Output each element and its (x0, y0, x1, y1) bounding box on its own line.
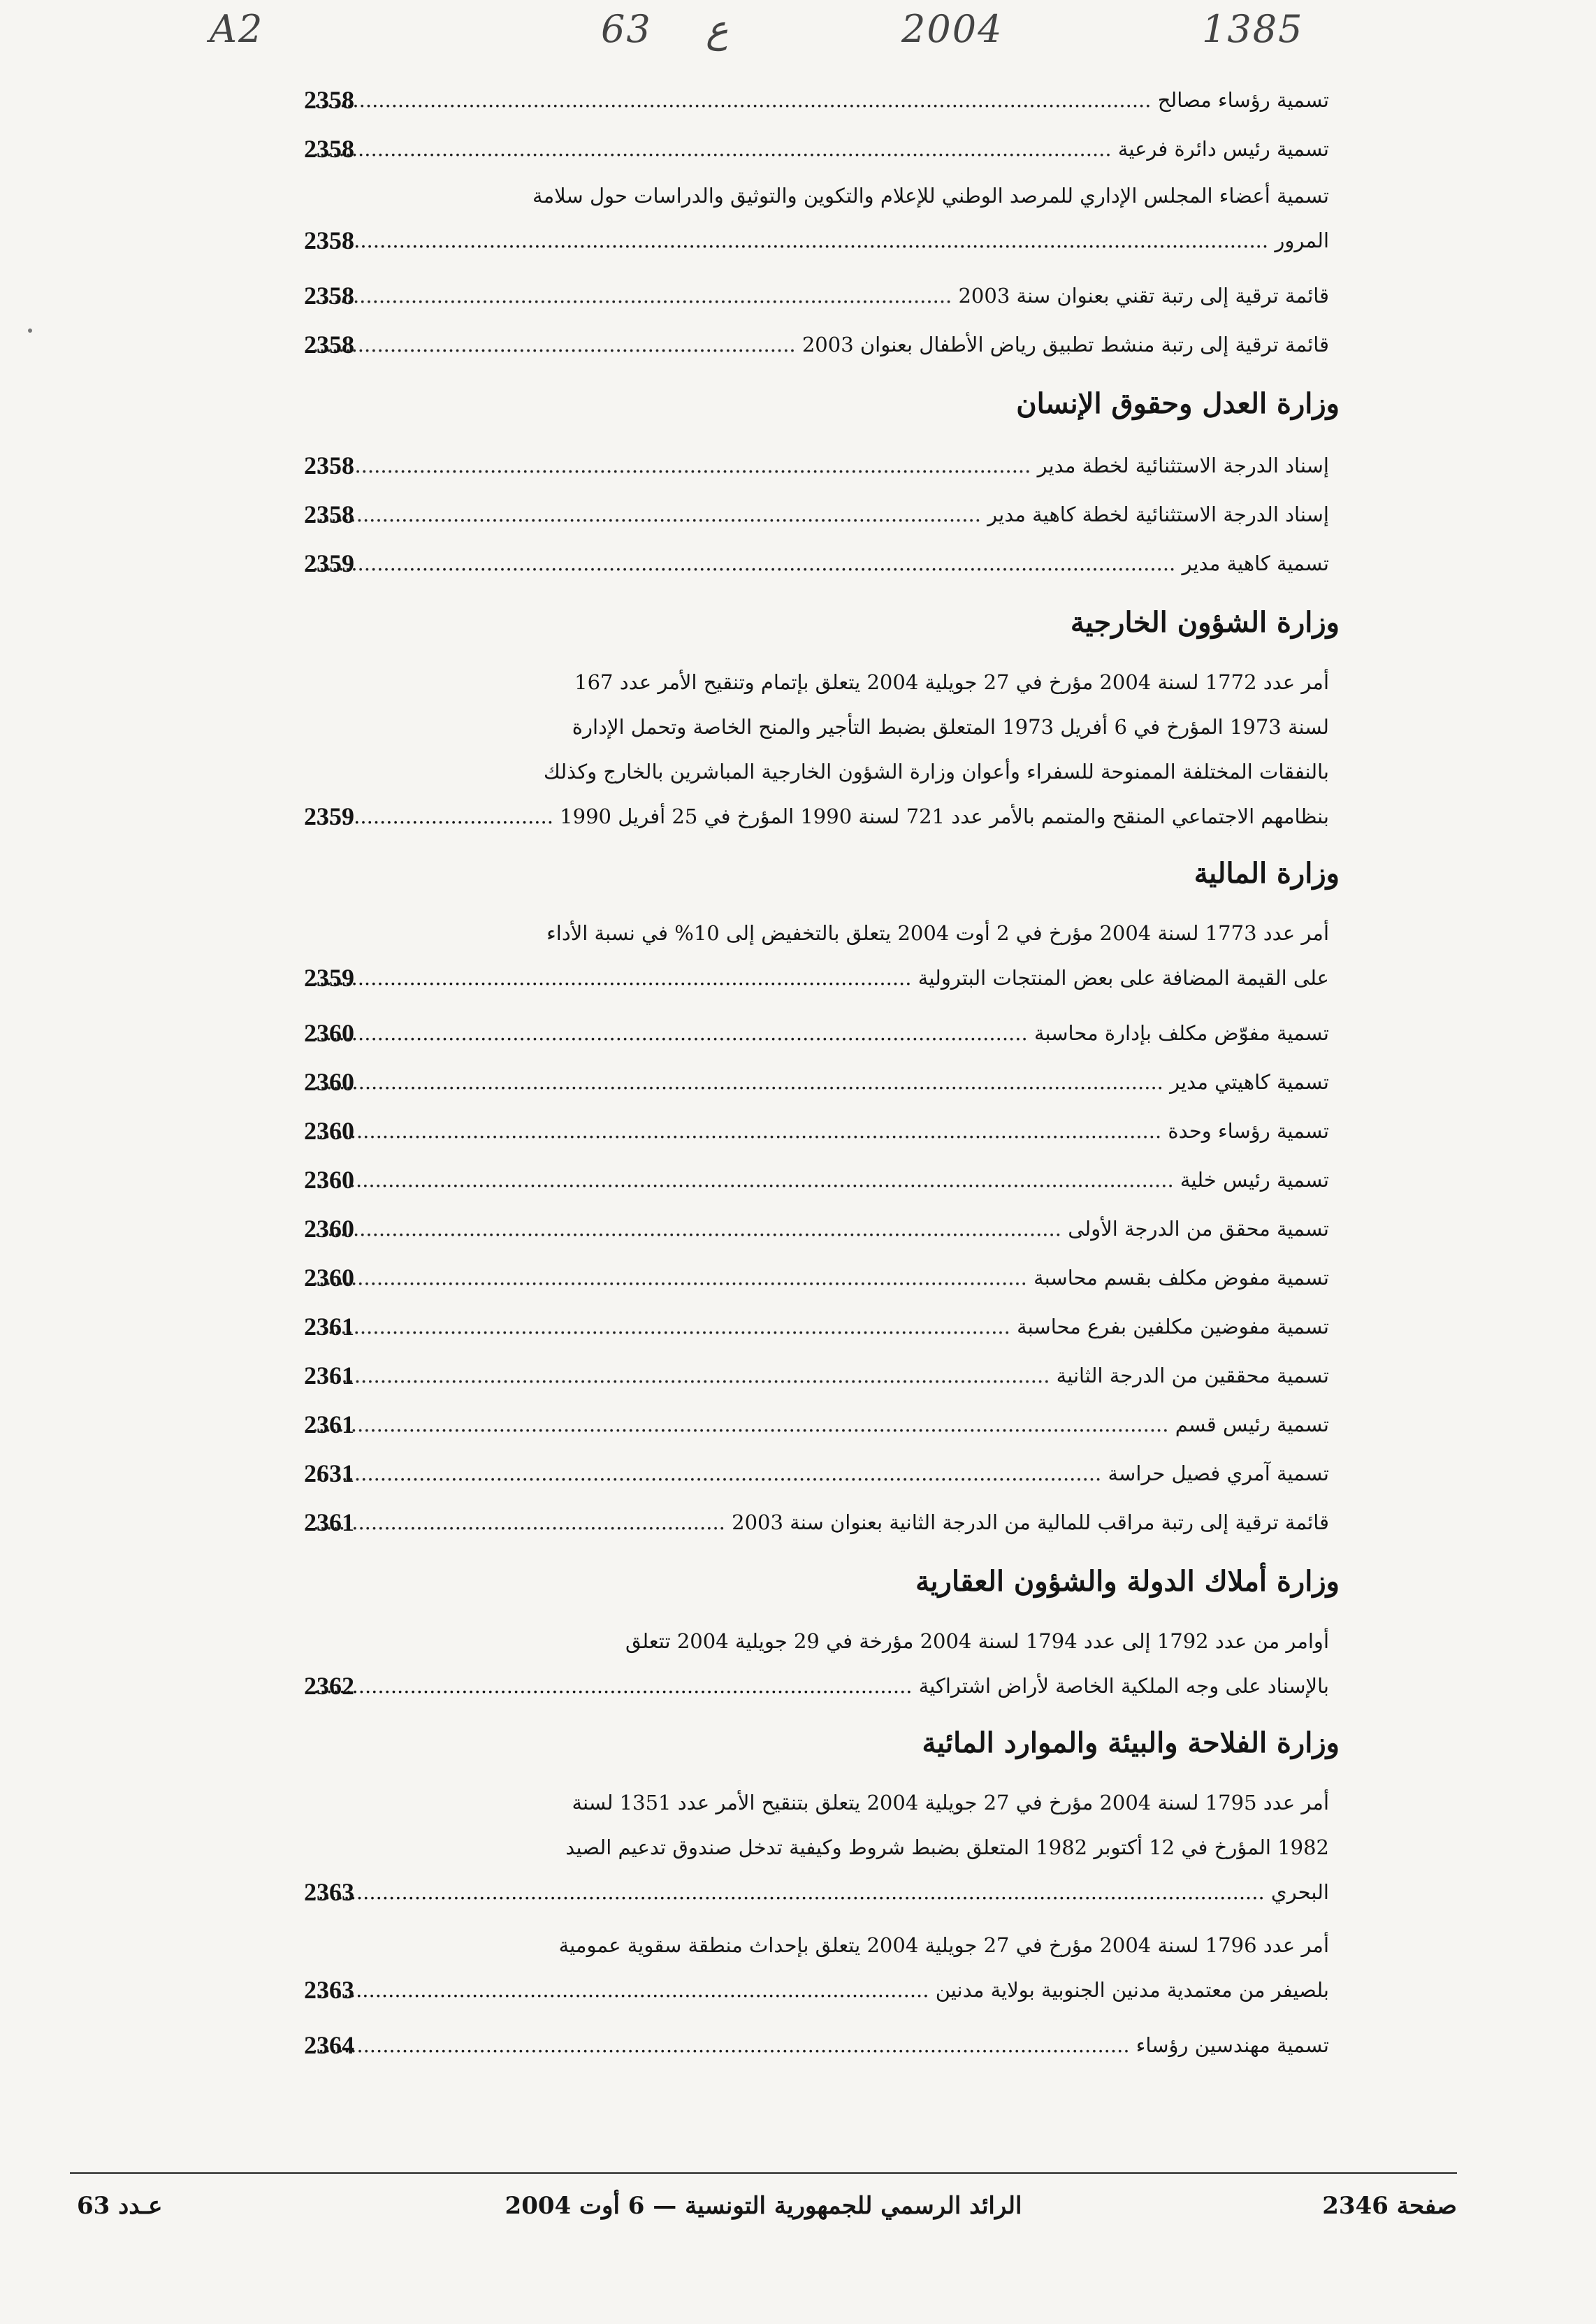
footer-publication: الرائد الرسمي للجمهورية التونسية — 6 أوت 2004 (505, 2192, 1022, 2220)
toc-entry-page: 2358 (304, 135, 354, 163)
toc-entry-title: تسمية محقق من الدرجة الأولى ..... (314, 1204, 1329, 1253)
toc-entry (210, 1204, 1415, 1253)
page-footer (70, 2179, 1457, 2235)
handwritten-note-c: ع (706, 7, 729, 51)
toc-entry (210, 1058, 1415, 1106)
handwritten-note-d: 2004 (901, 7, 1003, 51)
toc-entry-page: 2361 (304, 1362, 354, 1390)
toc-entry (210, 124, 1415, 173)
toc-entry-page: 2360 (304, 1068, 354, 1096)
toc-entry-title: إسناد الدرجة الاستثنائية لخطة كاهية مدير ..... (314, 490, 1329, 539)
toc-entry (210, 490, 1415, 539)
toc-entry-line: البحري ..... (314, 1870, 1329, 1914)
handwritten-note-e: 1385 (1202, 7, 1304, 51)
toc-entry-page: 2361 (304, 1508, 354, 1536)
toc-entry-page: 2362 (304, 1672, 354, 1700)
toc-entry-page: 2358 (304, 226, 354, 254)
toc-entry (210, 1780, 1415, 1914)
margin-mark (28, 329, 32, 333)
toc-entry (210, 441, 1415, 490)
toc-entry-title: تسمية رئيس خلية ..... (314, 1155, 1329, 1204)
footer-issue-number: عـدد 63 (77, 2192, 163, 2220)
toc-entry-line: لسنة 1973 المؤرخ في 6 أفريل 1973 المتعلق بضبط التأجير والمنح الخاصة وتحمل الإدارة (572, 715, 1329, 739)
toc-entry-line: بالإسناد على وجه الملكية الخاصة لأراض اشتراكية ..... (314, 1663, 1329, 1708)
toc-entry-title: تسمية كاهيتي مدير ..... (314, 1058, 1329, 1106)
toc-entry (210, 1009, 1415, 1058)
toc-entry-title: إسناد الدرجة الاستثنائية لخطة مدير ..... (314, 441, 1329, 490)
toc-entry-line: المرور ..... (314, 218, 1329, 263)
toc-entry (210, 1351, 1415, 1400)
toc-entry (210, 75, 1415, 124)
toc-entry-line: أوامر من عدد 1792 إلى عدد 1794 لسنة 2004 مؤرخة في 29 جويلية 2004 تتعلق (625, 1629, 1329, 1653)
toc-entry-page: 2363 (304, 1878, 354, 1906)
toc-entry-title: تسمية مفوّض مكلف بإدارة محاسبة ..... (314, 1009, 1329, 1058)
footer-rule (70, 2172, 1457, 2174)
toc-entry (210, 1619, 1415, 1708)
toc-entry-title: تسمية كاهية مدير ..... (314, 539, 1329, 588)
toc-entry-page: 2358 (304, 452, 354, 479)
toc-entry-page: 2358 (304, 86, 354, 114)
toc-entry (210, 1253, 1415, 1302)
section-heading: وزارة المالية (1194, 857, 1340, 890)
toc-entry (210, 271, 1415, 320)
toc-entry-page: 2364 (304, 2031, 354, 2059)
toc-entry-line: تسمية أعضاء المجلس الإداري للمرصد الوطني للإعلام والتكوين والتوثيق والدراسات حول سلامة (532, 184, 1329, 208)
toc-entry-title: تسمية رئيس دائرة فرعية ..... (314, 124, 1329, 173)
toc-entry-page: 2358 (304, 500, 354, 528)
toc-entry-page: 2363 (304, 1976, 354, 2004)
toc-entry-title: قائمة ترقية إلى رتبة تقني بعنوان سنة 2003 ..... (314, 271, 1329, 320)
toc-entry-title: تسمية محققين من الدرجة الثانية ..... (314, 1351, 1329, 1400)
toc-entry (210, 660, 1415, 839)
table-of-contents (210, 75, 1415, 2070)
toc-entry (210, 1498, 1415, 1547)
toc-entry (210, 1923, 1415, 2012)
toc-entry (210, 1302, 1415, 1351)
toc-entry-line: 1982 المؤرخ في 12 أكتوبر 1982 المتعلق بضبط شروط وكيفية تدخل صندوق تدعيم الصيد (565, 1835, 1329, 1859)
toc-entry-line: أمر عدد 1796 لسنة 2004 مؤرخ في 27 جويلية 2004 يتعلق بإحداث منطقة سقوية عمومية (558, 1933, 1329, 1957)
toc-entry-line: أمر عدد 1795 لسنة 2004 مؤرخ في 27 جويلية 2004 يتعلق بتنقيح الأمر عدد 1351 لسنة (572, 1791, 1329, 1814)
toc-entry-page: 2360 (304, 1215, 354, 1243)
toc-entry (210, 1155, 1415, 1204)
toc-entry-page: 2358 (304, 331, 354, 359)
toc-entry-line: بنظامهم الاجتماعي المنقح والمتمم بالأمر عدد 721 لسنة 1990 المؤرخ في 25 أفريل 1990 ..... (314, 794, 1329, 839)
toc-entry-line: بالنفقات المختلفة الممنوحة للسفراء وأعوان وزارة الشؤون الخارجية المباشرين بالخارج وكذلك (543, 760, 1329, 784)
toc-entry-title: تسمية مفوضين مكلفين بفرع محاسبة ..... (314, 1302, 1329, 1351)
toc-entry-title: تسمية رؤساء مصالح ..... (314, 75, 1329, 124)
section-heading: وزارة الشؤون الخارجية (1070, 606, 1340, 639)
toc-entry-page: 2360 (304, 1117, 354, 1145)
toc-entry-title: قائمة ترقية إلى رتبة مراقب للمالية من الدرجة الثانية بعنوان سنة 2003 ..... (314, 1498, 1329, 1547)
toc-entry (210, 2021, 1415, 2070)
handwritten-note-a: A2 (210, 7, 264, 51)
toc-entry-page: 2631 (304, 1459, 354, 1487)
toc-entry-title: تسمية رئيس قسم ..... (314, 1400, 1329, 1449)
toc-entry (210, 1106, 1415, 1155)
toc-entry-title: تسمية رؤساء وحدة ..... (314, 1106, 1329, 1155)
section-heading: وزارة الفلاحة والبيئة والموارد المائية (922, 1726, 1340, 1759)
toc-entry-title: تسمية مهندسين رؤساء ..... (314, 2021, 1329, 2070)
toc-entry-title: قائمة ترقية إلى رتبة منشط تطبيق رياض الأطفال بعنوان 2003 ..... (314, 320, 1329, 369)
section-heading: وزارة أملاك الدولة والشؤون العقارية (915, 1565, 1340, 1598)
footer-page-number: صفحة 2346 (1322, 2192, 1457, 2220)
toc-entry-page: 2359 (304, 802, 354, 830)
toc-entry (210, 539, 1415, 588)
handwritten-note-b: 63 (601, 7, 652, 51)
toc-entry-title: تسمية آمري فصيل حراسة ..... (314, 1449, 1329, 1498)
toc-entry (210, 320, 1415, 369)
toc-entry-line: بلصيفر من معتمدية مدنين الجنوبية بولاية مدنين ..... (314, 1968, 1329, 2012)
toc-entry-page: 2359 (304, 549, 354, 577)
toc-entry-line: على القيمة المضافة على بعض المنتجات البترولية ..... (314, 955, 1329, 1000)
toc-entry-title: تسمية مفوض مكلف بقسم محاسبة ..... (314, 1253, 1329, 1302)
toc-entry-page: 2360 (304, 1264, 354, 1292)
toc-entry (210, 911, 1415, 1000)
section-heading: وزارة العدل وحقوق الإنسان (1016, 387, 1340, 420)
toc-entry (210, 173, 1415, 263)
toc-entry (210, 1400, 1415, 1449)
toc-entry-page: 2360 (304, 1166, 354, 1194)
toc-entry-page: 2360 (304, 1019, 354, 1047)
toc-entry-page: 2359 (304, 964, 354, 992)
toc-entry-page: 2361 (304, 1410, 354, 1438)
toc-entry-page: 2358 (304, 282, 354, 310)
toc-entry-page: 2361 (304, 1313, 354, 1341)
toc-entry-line: أمر عدد 1772 لسنة 2004 مؤرخ في 27 جويلية 2004 يتعلق بإتمام وتنقيح الأمر عدد 167 (574, 670, 1329, 694)
toc-entry-line: أمر عدد 1773 لسنة 2004 مؤرخ في 2 أوت 2004 يتعلق بالتخفيض إلى 10% في نسبة الأداء (546, 921, 1329, 945)
toc-entry (210, 1449, 1415, 1498)
